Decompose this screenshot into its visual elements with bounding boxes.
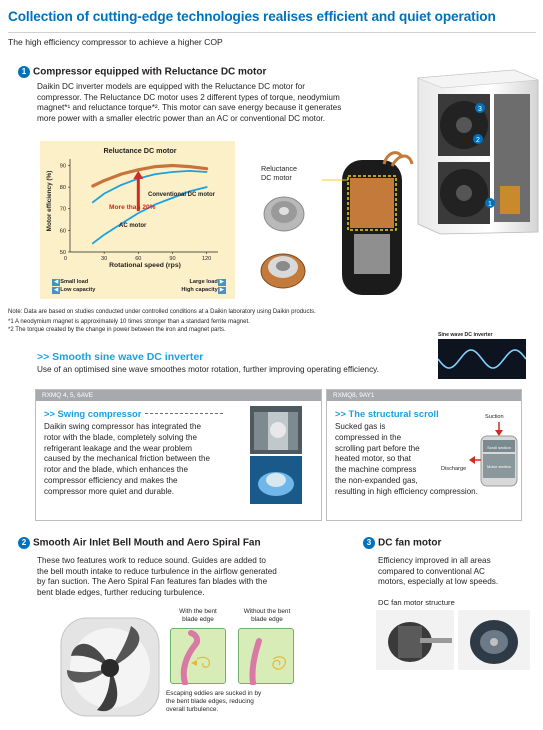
scroll-body-line: resulting in high efficiency compression. — [335, 486, 478, 496]
chart-origin-label: 0 — [63, 256, 67, 262]
section3-number: 3 — [363, 537, 375, 549]
chart-x-tick-label: 60 — [135, 256, 142, 262]
chart-legend-left — [52, 279, 112, 294]
page-subtitle: The high efficiency compressor to achieve a higher COP — [8, 37, 223, 47]
with-bent-label-line: blade edge — [182, 616, 214, 623]
section2-heading-text: Smooth Air Inlet Bell Mouth and Aero Spiral Fan — [33, 537, 261, 549]
note-1: *1 A neodymium magnet is approximately 10 times stronger than a standard ferrite magnet. — [8, 319, 250, 325]
section1-body-line: magnet*¹ and reluctance torque*². This motor can save energy because it generates — [37, 103, 342, 113]
section2-body-line: the bell mouth intake to reduce turbulence in the airflow generated — [37, 566, 277, 576]
section1-body — [37, 82, 417, 124]
scroll-body-line: heated motor, so that — [335, 454, 412, 464]
legend-large-load: Large load — [189, 279, 218, 285]
ac-motor-label: AC motor — [119, 223, 147, 229]
section3-body — [378, 556, 538, 588]
outdoor-unit-image — [414, 66, 540, 236]
note-2: *2 The torque created by the change in power between the iron and magnet parts. — [8, 327, 226, 333]
without-bent-label — [232, 608, 302, 624]
dc-fan-structure-label: DC fan motor structure — [378, 598, 455, 607]
section1-body-line: Daikin DC inverter models are equipped with the Reluctance DC motor for — [37, 82, 306, 91]
section1-heading-text: Compressor equipped with Reluctance DC motor — [33, 66, 267, 78]
eddies-caption-line: overall turbulence. — [166, 705, 219, 713]
swing-panel-model: RXMQ 4, 5, 6AVE — [36, 390, 321, 401]
unit-marker-2: 2 — [476, 137, 480, 144]
discharge-label: Discharge — [441, 466, 467, 472]
left-arrow-icon: ◀ — [54, 286, 59, 293]
section3-heading-text: DC fan motor — [378, 537, 442, 549]
scroll-body-line: the machine compress — [335, 465, 417, 475]
swing-body-line: refrigerant leakage and the wear problem — [44, 443, 193, 453]
section1-body-line: compressor. The Reluctance DC motor uses 2 different types of torque, neodymium — [37, 92, 340, 102]
chart-y-tick-label: 70 — [59, 206, 66, 213]
suction-label: Suction — [485, 414, 504, 420]
swing-body-line: compressor efficiency and makes the — [44, 475, 178, 485]
swing-body-line: compressor more quiet and durable. — [44, 486, 175, 496]
swing-body-line: rotor with the blade, completely solving the — [44, 432, 197, 442]
swing-compressor-image — [250, 406, 302, 454]
section3-body-line: motors, especially at low speeds. — [378, 577, 499, 587]
scroll-diagram — [443, 420, 519, 492]
sine-body: Use of an optimised sine wave smoothes motor rotation, further improving operating efficiency. — [37, 365, 379, 374]
without-bent-label-line: Without the bent — [243, 608, 291, 615]
note-main: Note: Data are based on studies conducted under controlled conditions at a Daikin laboratory using Daikin products. — [8, 309, 316, 315]
rotor-image — [258, 190, 310, 236]
swing-body-line: Daikin swing compressor has integrated the — [44, 422, 202, 431]
scroll-section-label: Scroll section — [487, 445, 511, 450]
scroll-body-line: compressed in the — [335, 432, 402, 442]
sine-image-label: Sine wave DC inverter — [438, 332, 493, 338]
unit-marker-1: 1 — [488, 201, 492, 208]
reluctance-motor-label-line: DC motor — [261, 173, 292, 182]
scroll-panel-model: RXMQ8, 9AY1 — [327, 390, 521, 401]
section1-heading — [18, 66, 266, 78]
chart-x-tick-label: 30 — [101, 256, 108, 262]
with-bent-label — [163, 608, 233, 624]
title-divider — [8, 32, 536, 33]
section2-body — [37, 556, 347, 598]
chart-legend-right — [146, 279, 226, 294]
eddies-caption-line: Escaping eddies are sucked in by — [166, 690, 262, 697]
swing-leader-line — [145, 413, 223, 414]
scroll-heading: >> The structural scroll — [335, 408, 439, 419]
legend-small-load: Small load — [60, 279, 89, 285]
swing-heading-row — [44, 408, 223, 419]
with-bent-label-line: With the bent — [179, 608, 217, 615]
left-arrow-icon: ◀ — [54, 279, 59, 285]
section2-heading — [18, 537, 261, 549]
right-arrow-icon: ▶ — [219, 286, 224, 293]
section2-number: 2 — [18, 537, 30, 549]
chart-title: Reluctance DC motor — [103, 146, 177, 155]
chart-y-tick-label: 80 — [59, 185, 66, 192]
dc-fan-motor-image — [376, 610, 454, 670]
without-bent-label-line: blade edge — [251, 616, 283, 623]
section3-heading — [363, 537, 441, 549]
conventional-dc-label: Conventional DC motor — [148, 192, 215, 198]
legend-high-capacity: High capacity — [181, 286, 218, 293]
eddies-caption — [166, 690, 306, 713]
reluctance-motor-label-line: Reluctance — [261, 164, 297, 173]
section2-body-line: by fan suction. The Aero Spiral Fan features fan blades with the — [37, 577, 268, 587]
aero-spiral-fan-image — [55, 608, 165, 726]
dc-fan-rotor-image — [458, 610, 530, 670]
section1-body-line: more power with a smaller electric power than an AC or conventional DC motor. — [37, 113, 326, 123]
chart-y-tick-label: 90 — [59, 163, 66, 170]
motor-efficiency-chart — [40, 141, 235, 299]
without-bent-diagram — [238, 628, 294, 684]
chart-y-label: Motor efficiency (%) — [46, 170, 53, 232]
eddies-caption-line: the bent blade edges, reducing — [166, 697, 254, 705]
stator-image — [256, 243, 310, 293]
page-title: Collection of cutting-edge technologies realises efficient and quiet operation — [8, 9, 496, 24]
with-bent-diagram — [170, 628, 226, 684]
swing-body-line: rotor and the blade, which enhances the — [44, 465, 188, 475]
legend-low-capacity: Low capacity — [60, 286, 96, 293]
section2-body-line: bent blade edges, further reducing turbulence. — [37, 587, 205, 597]
swing-body-line: caused by the mechanical friction between the — [44, 454, 211, 464]
motor-section-label: Motor section — [486, 464, 512, 469]
swing-body — [44, 422, 259, 498]
swing-rotor-image — [250, 456, 302, 504]
section2-body-line: These two features work to reduce sound. Guides are added to — [37, 556, 266, 565]
chart-x-tick-label: 90 — [169, 256, 176, 262]
sine-heading: >> Smooth sine wave DC inverter — [37, 351, 204, 363]
swing-compressor-panel — [35, 389, 322, 521]
scroll-body-line: scrolling part before the — [335, 443, 420, 453]
chart-x-tick-label: 120 — [201, 256, 212, 262]
section1-number: 1 — [18, 66, 30, 78]
swing-heading: >> Swing compressor — [44, 408, 142, 419]
scroll-body-line: Sucked gas is — [335, 422, 386, 431]
structural-scroll-panel — [326, 389, 522, 521]
chart-x-label: Rotational speed (rps) — [109, 262, 181, 269]
section3-body-line: compared to conventional AC — [378, 566, 485, 576]
compressor-cutaway-image — [322, 150, 417, 300]
chart-y-tick-label: 60 — [59, 228, 66, 235]
reluctance-motor-label — [261, 164, 297, 182]
chart-y-tick-label: 50 — [59, 250, 66, 256]
scroll-body-line: the non-expanded gas, — [335, 475, 418, 485]
right-arrow-icon: ▶ — [219, 279, 224, 285]
unit-marker-3: 3 — [478, 106, 482, 113]
sine-wave-image — [438, 339, 526, 379]
section3-body-line: Efficiency improved in all areas — [378, 556, 491, 565]
more-than-20-label: More than 20% — [109, 204, 156, 211]
